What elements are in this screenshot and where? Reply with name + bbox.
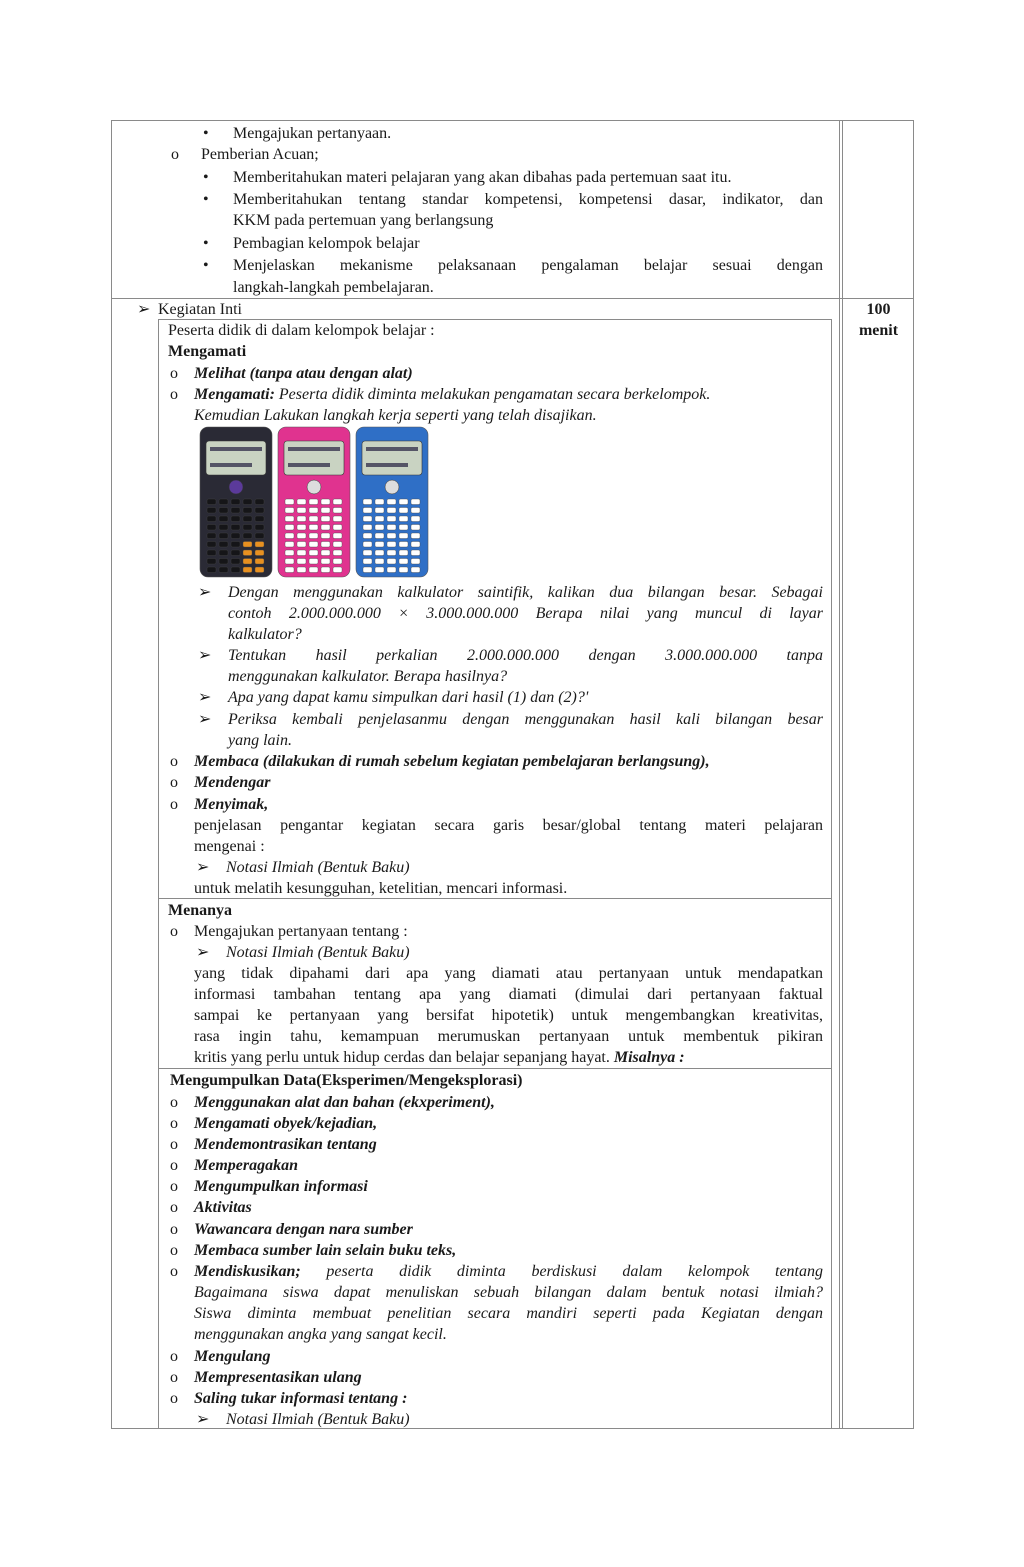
question-item-continuation: yang lain.: [228, 732, 292, 749]
list-item-continuation: menggunakan angka yang sangat kecil.: [194, 1326, 447, 1343]
paragraph-line: sampai ke pertanyaan yang bersifat hipotetik) untuk mengembangkan kreativitas,: [194, 1007, 823, 1024]
topic-item: Notasi Ilmiah (Bentuk Baku): [226, 944, 410, 961]
list-item: Menggunakan alat dan bahan (ekxperiment),: [194, 1094, 495, 1111]
circle-bullet-icon: o: [170, 1242, 178, 1259]
arrow-bullet-icon: ➢: [196, 1411, 210, 1428]
circle-bullet-icon: o: [170, 1115, 178, 1132]
column-divider: [839, 120, 840, 1429]
list-item: [194, 384, 710, 405]
bullet-icon: •: [203, 169, 209, 186]
paragraph-line: rasa ingin tahu, kemampuan merumuskan pertanyaan untuk membentuk pikiran: [194, 1028, 823, 1045]
question-item-continuation: contoh 2.000.000.000 × 3.000.000.000 Berapa nilai yang muncul di layar: [228, 605, 823, 622]
list-item: Mempresentasikan ulang: [194, 1369, 362, 1386]
calculator-icon: [356, 427, 428, 577]
list-item-continuation: langkah-langkah pembelajaran.: [233, 279, 434, 296]
lead-text: Peserta didik di dalam kelompok belajar :: [168, 322, 435, 339]
circle-bullet-icon: o: [170, 1221, 178, 1238]
bullet-icon: •: [203, 235, 209, 252]
circle-bullet-icon: o: [170, 753, 178, 770]
arrow-bullet-icon: ➢: [198, 584, 212, 601]
list-item: Aktivitas: [194, 1199, 252, 1216]
list-item: Pemberian Acuan;: [201, 146, 319, 163]
heading-mengamati: Mengamati: [168, 343, 247, 360]
list-item-bold: Mengamati:: [194, 386, 275, 403]
duration-number: 100: [866, 301, 891, 318]
calculator-icon: [200, 427, 272, 577]
list-item: Pembagian kelompok belajar: [233, 235, 420, 252]
list-item-continuation: Kemudian Lakukan langkah kerja seperti yang telah disajikan.: [194, 407, 597, 424]
question-item: Apa yang dapat kamu simpulkan dari hasil (1) dan (2)?': [228, 689, 589, 706]
list-item-continuation: Siswa diminta membuat penelitian secara mandiri seperti pada Kegiatan dengan: [194, 1305, 823, 1322]
circle-bullet-icon: o: [170, 1136, 178, 1153]
arrow-bullet-icon: ➢: [196, 859, 210, 876]
bullet-icon: •: [203, 125, 209, 142]
paragraph-text: kritis yang perlu untuk hidup cerdas dan belajar sepanjang hayat.: [194, 1049, 610, 1066]
list-item: Mengumpulkan informasi: [194, 1178, 368, 1195]
list-item-rest: Peserta didik diminta melakukan pengamatan secara berkelompok.: [274, 386, 711, 403]
paragraph-emphasis: Misalnya :: [609, 1049, 685, 1066]
arrow-bullet-icon: ➢: [137, 301, 151, 318]
list-item: Mengulang: [194, 1348, 271, 1365]
duration-unit: menit: [858, 322, 899, 339]
circle-bullet-icon: o: [170, 1369, 178, 1386]
circle-bullet-icon: o: [170, 1178, 178, 1195]
circle-bullet-icon: o: [170, 774, 178, 791]
circle-bullet-icon: o: [170, 796, 178, 813]
calculator-icon: [278, 427, 350, 577]
list-item: Membaca (dilakukan di rumah sebelum kegiatan pembelajaran berlangsung),: [194, 753, 710, 770]
list-item: Memperagakan: [194, 1157, 298, 1174]
topic-item: Notasi Ilmiah (Bentuk Baku): [226, 859, 410, 876]
question-item: Tentukan hasil perkalian 2.000.000.000 dengan 3.000.000.000 tanpa: [228, 647, 823, 664]
paragraph-line: penjelasan pengantar kegiatan secara garis besar/global tentang materi pelajaran: [194, 817, 823, 834]
list-item: Wawancara dengan nara sumber: [194, 1221, 413, 1238]
list-item: Mengamati obyek/kejadian,: [194, 1115, 378, 1132]
list-item: Membaca sumber lain selain buku teks,: [194, 1242, 457, 1259]
list-item-rest: peserta didik diminta berdiskusi dalam kelompok tentang: [300, 1263, 823, 1280]
circle-bullet-icon: o: [170, 1199, 178, 1216]
list-item-bold: Mendiskusikan;: [194, 1263, 301, 1280]
circle-bullet-icon: o: [170, 1263, 178, 1280]
list-item: Mendengar: [194, 774, 271, 791]
circle-bullet-icon: o: [170, 923, 178, 940]
question-item: Dengan menggunakan kalkulator saintifik, kalikan dua bilangan besar. Sebagai: [228, 584, 823, 601]
list-item: Memberitahukan tentang standar kompetensi, kompetensi dasar, indikator, dan: [233, 191, 823, 208]
topic-item: Notasi Ilmiah (Bentuk Baku): [226, 1411, 410, 1428]
paragraph-line: [194, 1047, 685, 1068]
bullet-icon: •: [203, 257, 209, 274]
circle-bullet-icon: o: [170, 1390, 178, 1407]
paragraph-line: yang tidak dipahami dari apa yang diamati atau pertanyaan untuk mendapatkan: [194, 965, 823, 982]
circle-bullet-icon: o: [170, 1348, 178, 1365]
circle-bullet-icon: o: [170, 1157, 178, 1174]
arrow-bullet-icon: ➢: [196, 944, 210, 961]
question-item-continuation: kalkulator?: [228, 626, 302, 643]
list-item: [194, 1261, 823, 1282]
calculators-image: [196, 425, 434, 581]
arrow-bullet-icon: ➢: [198, 647, 212, 664]
list-item: Saling tukar informasi tentang :: [194, 1390, 408, 1407]
list-item: Menyimak,: [194, 796, 269, 813]
heading-menanya: Menanya: [168, 902, 232, 919]
paragraph-line: untuk melatih kesungguhan, ketelitian, mencari informasi.: [194, 880, 568, 897]
list-item-continuation: KKM pada pertemuan yang berlangsung: [233, 212, 494, 229]
list-item: Memberitahukan materi pelajaran yang akan dibahas pada pertemuan saat itu.: [233, 169, 732, 186]
question-item: Periksa kembali penjelasanmu dengan menggunakan hasil kali bilangan besar: [228, 711, 823, 728]
list-item: Menjelaskan mekanisme pelaksanaan pengalaman belajar sesuai dengan: [233, 257, 823, 274]
list-item: Mendemontrasikan tentang: [194, 1136, 377, 1153]
question-item-continuation: menggunakan kalkulator. Berapa hasilnya?: [228, 668, 508, 685]
paragraph-line: informasi tambahan tentang apa yang diamati (dimulai dari pertanyaan faktual: [194, 986, 823, 1003]
list-item: Melihat (tanpa atau dengan alat): [194, 365, 413, 382]
circle-bullet-icon: o: [170, 365, 178, 382]
bullet-icon: •: [203, 191, 209, 208]
arrow-bullet-icon: ➢: [198, 711, 212, 728]
circle-bullet-icon: o: [170, 386, 178, 403]
paragraph-line: mengenai :: [194, 838, 265, 855]
circle-bullet-icon: o: [170, 1094, 178, 1111]
arrow-bullet-icon: ➢: [198, 689, 212, 706]
heading-mengumpulkan-data: Mengumpulkan Data(Eksperimen/Mengeksplorasi): [170, 1072, 523, 1089]
circle-bullet-icon: o: [171, 146, 179, 163]
list-item-continuation: Bagaimana siswa dapat menuliskan sebuah bilangan dalam bentuk notasi ilmiah?: [194, 1284, 823, 1301]
section-title: Kegiatan Inti: [158, 301, 242, 318]
list-item: Mengajukan pertanyaan tentang :: [194, 923, 408, 940]
list-item: Mengajukan pertanyaan.: [233, 125, 392, 142]
